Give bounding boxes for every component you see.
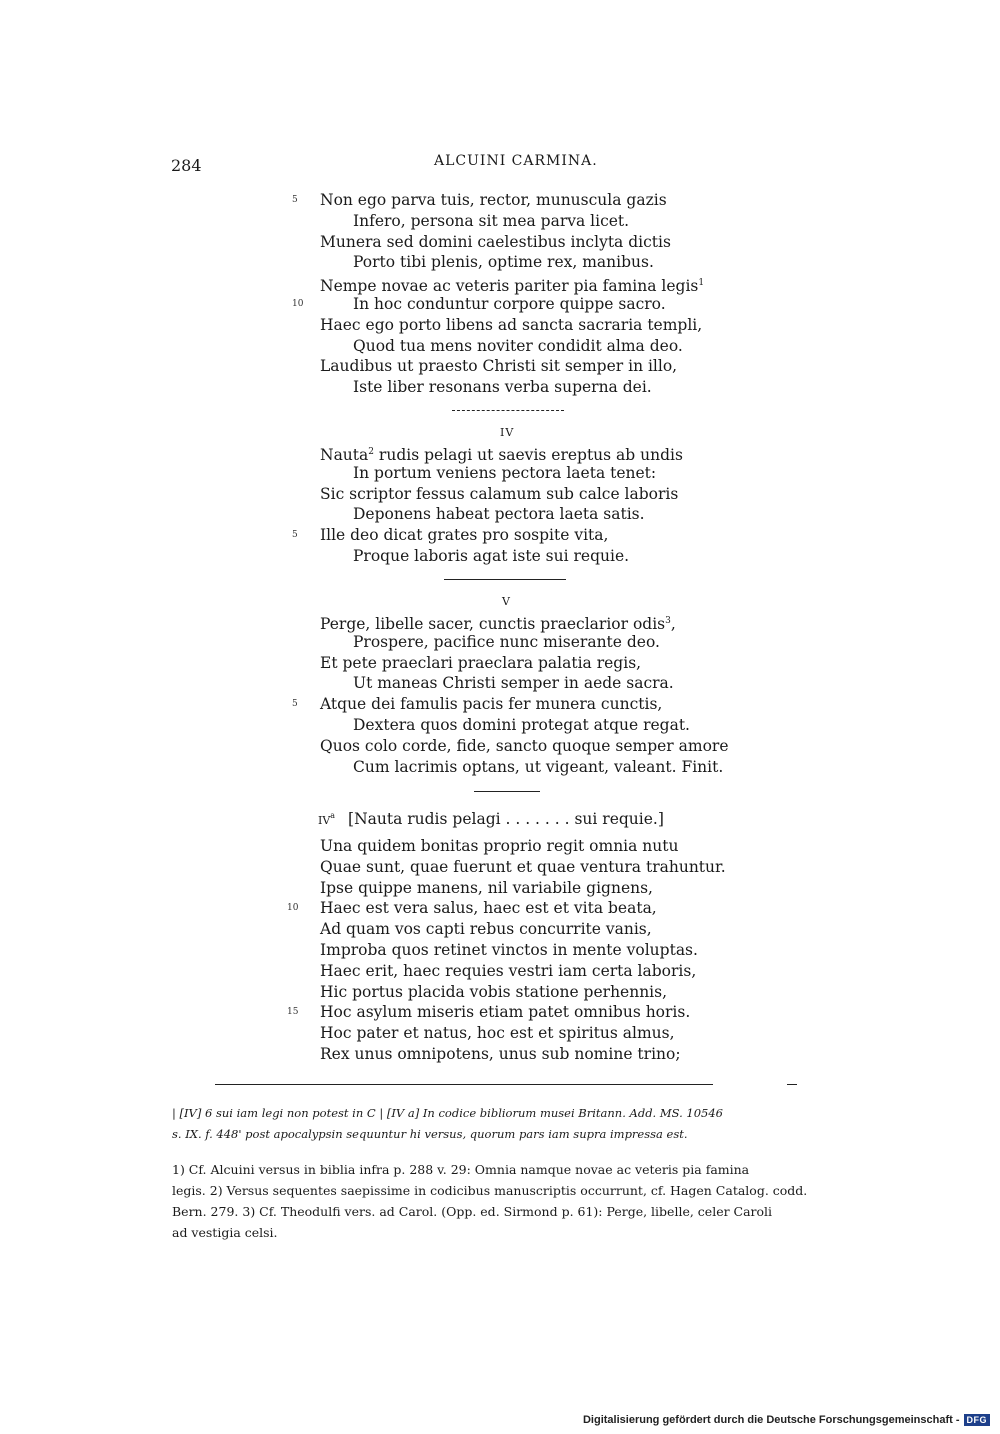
line-number: 5 xyxy=(292,699,298,710)
verse-text: Nempe novae ac veteris pariter pia famina legis xyxy=(320,277,699,296)
verse-line xyxy=(320,878,653,898)
verse-line xyxy=(353,377,652,397)
verse-text: Quos colo corde, fide, sancto quoque semper amore xyxy=(320,736,729,755)
poem-iva-incipit: [Nauta rudis pelagi . . . . . . . sui requie.] xyxy=(348,810,664,828)
line-number: 5 xyxy=(292,195,298,205)
verse-text: Haec ego porto libens ad sancta sacraria templi, xyxy=(320,315,703,334)
verse-line xyxy=(353,294,666,314)
line-number: 10 xyxy=(292,299,304,309)
verse-text: Nauta xyxy=(320,446,369,465)
running-title: ALCUINI CARMINA. xyxy=(434,153,598,169)
verse-line xyxy=(320,356,677,376)
verse-line xyxy=(320,190,667,210)
verse-line xyxy=(320,694,662,714)
verse-text: Infero, persona sit mea parva licet. xyxy=(353,211,630,230)
line-number: 10 xyxy=(287,903,299,914)
verse-text: Laudibus ut praesto Christi sit semper in illo, xyxy=(320,357,678,376)
footnote-marker: 3 xyxy=(665,616,671,626)
verse-text: In hoc conduntur corpore quippe sacro. xyxy=(353,295,666,313)
footnote-line-1: 1) Cf. Alcuini versus in biblia infra p. 288 v. 29: Omnia namque novae ac veteris pia famina xyxy=(172,1162,750,1177)
dfg-logo: DFG xyxy=(964,1414,991,1426)
verse-line xyxy=(320,484,678,504)
verse-text: Ipse quippe manens, nil variabile gignens, xyxy=(320,878,653,897)
verse-text: Una quidem bonitas proprio regit omnia nutu xyxy=(320,837,679,855)
verse-line xyxy=(353,715,690,735)
verse-line xyxy=(320,940,698,960)
verse-line xyxy=(320,961,696,981)
verse-line xyxy=(320,442,683,465)
section-divider xyxy=(474,791,540,792)
verse-line xyxy=(320,982,667,1002)
section-divider xyxy=(444,579,566,580)
line-number: 15 xyxy=(287,1007,299,1018)
verse-text: Quod tua mens noviter condidit alma deo. xyxy=(353,336,683,355)
verse-text: Ad quam vos capti rebus concurrite vanis, xyxy=(320,920,652,939)
verse-text: Et pete praeclari praeclara palatia regis, xyxy=(320,653,642,672)
verse-text: Hoc asylum miseris etiam patet omnibus horis. xyxy=(320,1003,691,1022)
verse-text: Porto tibi plenis, optime rex, manibus. xyxy=(353,253,654,272)
verse-line xyxy=(353,673,674,693)
verse-text: Rex unus omnipotens, unus sub nomine trino; xyxy=(320,1045,681,1063)
verse-line xyxy=(320,315,702,335)
verse-line xyxy=(320,836,678,856)
verse-text: Haec est vera salus, haec est et vita beata, xyxy=(320,899,657,918)
verse-text: Quae sunt, quae fuerunt et quae ventura trahuntur. xyxy=(320,857,726,876)
verse-line xyxy=(320,919,652,939)
verse-text: Haec erit, haec requies vestri iam certa laboris, xyxy=(320,961,697,980)
verse-line xyxy=(353,211,629,231)
verse-text: In portum veniens pectora laeta tenet: xyxy=(353,463,657,482)
verse-line xyxy=(353,252,654,272)
verse-line xyxy=(320,1002,690,1022)
verse-line xyxy=(353,463,656,483)
footnote-line-4: ad vestigia celsi. xyxy=(172,1225,278,1240)
verse-text: Iste liber resonans verba superna dei. xyxy=(353,378,652,397)
verse-text: Hoc pater et natus, hoc est et spiritus almus, xyxy=(320,1024,675,1043)
verse-line xyxy=(320,611,676,634)
apparatus-line-2: s. IX. f. 448' post apocalypsin sequuntur hi versus, quorum pars iam supra impressa est. xyxy=(172,1127,688,1141)
footnote-line-3: Bern. 279. 3) Cf. Theodulfi vers. ad Carol. (Opp. ed. Sirmond p. 61): Perge, libelle, celer Caroli xyxy=(172,1204,773,1219)
footnote-marker: 1 xyxy=(698,278,705,289)
poem-v-heading: V xyxy=(502,595,511,608)
verse-line xyxy=(353,632,660,652)
verse-line xyxy=(353,336,683,356)
verse-line xyxy=(320,898,657,918)
verse-line xyxy=(353,757,723,777)
verse-text: Ut maneas Christi semper in aede sacra. xyxy=(353,674,674,693)
poem-iva-heading xyxy=(318,810,664,828)
verse-line xyxy=(320,857,726,877)
verse-line xyxy=(353,546,629,566)
verse-line xyxy=(320,232,671,252)
dfg-banner xyxy=(583,1414,990,1426)
footnote-line-2: legis. 2) Versus sequentes saepissime in codicibus manuscriptis occurrunt, cf. Hagen Catalog. codd. xyxy=(172,1183,808,1198)
verse-text: Non ego parva tuis, rector, munuscula gazis xyxy=(320,191,667,209)
verse-text: Improba quos retinet vinctos in mente voluptas. xyxy=(320,941,698,959)
verse-line xyxy=(320,1044,681,1064)
verse-text: Dextera quos domini protegat atque regat. xyxy=(353,716,690,734)
dfg-banner-text: Digitalisierung gefördert durch die Deutsche Forschungsgemeinschaft - xyxy=(582,1414,960,1426)
verse-text: Sic scriptor fessus calamum sub calce laboris xyxy=(320,484,679,503)
verse-text-rest: rudis pelagi ut saevis ereptus ab undis xyxy=(374,446,683,465)
footnote-separator xyxy=(215,1084,713,1085)
verse-text: Prospere, pacifice nunc miserante deo. xyxy=(353,632,660,651)
section-divider xyxy=(452,410,564,411)
verse-line xyxy=(320,273,704,296)
apparatus-line-1: | [IV] 6 sui iam legi non potest in C | [IV a] In codice bibliorum musei Britann. Add. MS. 10546 xyxy=(172,1106,724,1120)
line-number: 5 xyxy=(292,530,298,541)
poem-iva-sup: a xyxy=(330,810,336,820)
verse-text: Cum lacrimis optans, ut vigeant, valeant. Finit. xyxy=(353,757,724,776)
verse-text: Hic portus placida vobis statione perhennis, xyxy=(320,982,668,1001)
footnote-separator-tail xyxy=(787,1084,797,1085)
page-number: 284 xyxy=(171,156,202,175)
footnote-marker: 2 xyxy=(368,447,374,457)
verse-text-rest: , xyxy=(670,615,676,634)
verse-line xyxy=(320,525,608,545)
poem-iva-number: IV xyxy=(318,814,331,827)
verse-line xyxy=(320,653,641,673)
verse-text: Munera sed domini caelestibus inclyta dictis xyxy=(320,232,671,251)
verse-line xyxy=(320,736,729,756)
verse-line xyxy=(320,1023,675,1043)
verse-line xyxy=(353,504,645,524)
poem-iv-heading: IV xyxy=(500,426,515,439)
verse-text: Ille deo dicat grates pro sospite vita, xyxy=(320,526,609,545)
verse-text: Deponens habeat pectora laeta satis. xyxy=(353,505,645,524)
verse-text: Atque dei famulis pacis fer munera cunctis, xyxy=(320,695,663,714)
verse-text: Proque laboris agat iste sui requie. xyxy=(353,547,630,565)
verse-text: Perge, libelle sacer, cunctis praeclarior odis xyxy=(320,615,666,634)
